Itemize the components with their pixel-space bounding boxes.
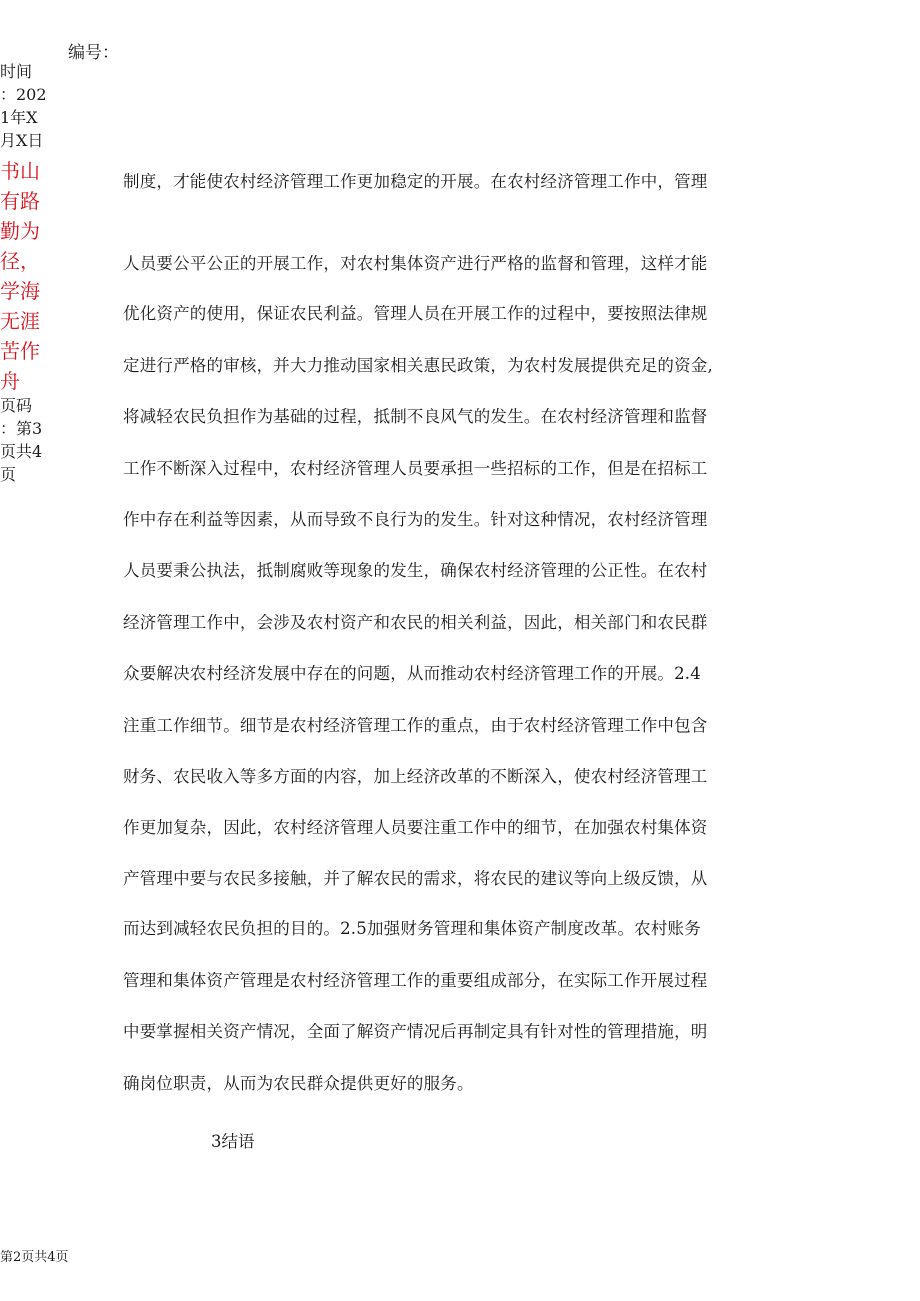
body-line: 财务、农民收入等多方面的内容，加上经济改革的不断深入，使农村经济管理工 [123, 767, 708, 786]
motto-line: 书山 [0, 159, 40, 183]
body-line: 产管理中要与农民多接触，并了解农民的需求，将农民的建议等向上级反馈，从 [123, 869, 708, 888]
body-line: 人员要公平公正的开展工作，对农村集体资产进行严格的监督和管理，这样才能 [123, 254, 708, 273]
body-line: 而达到减轻农民负担的目的。2.5加强财务管理和集体资产制度改革。农村账务 [123, 919, 701, 938]
body-line: 作更加复杂，因此，农村经济管理人员要注重工作中的细节，在加强农村集体资 [123, 818, 708, 837]
sidebar-motto [0, 156, 40, 396]
body-line: 制度，才能使农村经济管理工作更加稳定的开展。在农村经济管理工作中，管理 [123, 172, 708, 191]
sidebar-time-line: 时间 [0, 62, 33, 81]
body-line: 工作不断深入过程中，农村经济管理人员要承担一些招标的工作，但是在招标工 [123, 459, 708, 478]
sidebar-page-number [0, 394, 42, 486]
sidebar-page-line: 页共4 [0, 442, 43, 461]
section-heading: 3结语 [211, 1132, 255, 1151]
motto-line: 苦作 [0, 339, 40, 363]
motto-line: 径， [0, 249, 40, 273]
motto-line: 无涯 [0, 309, 40, 333]
sidebar-time-line: ：202 [0, 85, 47, 104]
sidebar-page-line: ：第3 [0, 419, 43, 438]
body-line: 确岗位职责，从而为农民群众提供更好的服务。 [123, 1074, 474, 1093]
body-line: 优化资产的使用，保证农民利益。管理人员在开展工作的过程中，要按照法律规 [123, 304, 708, 323]
body-line: 人员要秉公执法，抵制腐败等现象的发生，确保农村经济管理的公正性。在农村 [123, 561, 708, 580]
motto-line: 舟 [0, 369, 20, 393]
body-line: 作中存在利益等因素，从而导致不良行为的发生。针对这种情况，农村经济管理 [123, 510, 708, 529]
motto-line: 学海 [0, 279, 40, 303]
body-line: 注重工作细节。细节是农村经济管理工作的重点，由于农村经济管理工作中包含 [123, 716, 708, 735]
page-footer: 第2页共4页 [0, 1250, 69, 1265]
body-line: 管理和集体资产管理是农村经济管理工作的重要组成部分，在实际工作开展过程 [123, 971, 708, 990]
sidebar-time-line: 月X日 [0, 131, 44, 150]
serial-number-label: 编号： [68, 43, 119, 63]
sidebar-page-line: 页 [0, 465, 17, 484]
body-line: 将减轻农民负担作为基础的过程，抵制不良风气的发生。在农村经济管理和监督 [123, 407, 708, 426]
body-line: 众要解决农村经济发展中存在的问题，从而推动农村经济管理工作的开展。2.4 [123, 664, 701, 683]
body-line: 中要掌握相关资产情况，全面了解资产情况后再制定具有针对性的管理措施，明 [123, 1022, 708, 1041]
sidebar-time [0, 60, 47, 152]
sidebar-time-line: 1年X [0, 108, 38, 127]
body-line: 经济管理工作中，会涉及农村资产和农民的相关利益，因此，相关部门和农民群 [123, 613, 708, 632]
motto-line: 勤为 [0, 219, 40, 243]
body-line: 定进行严格的审核，并大力推动国家相关惠民政策，为农村发展提供充足的资金, [123, 356, 713, 375]
sidebar-page-line: 页码 [0, 396, 33, 415]
motto-line: 有路 [0, 189, 40, 213]
